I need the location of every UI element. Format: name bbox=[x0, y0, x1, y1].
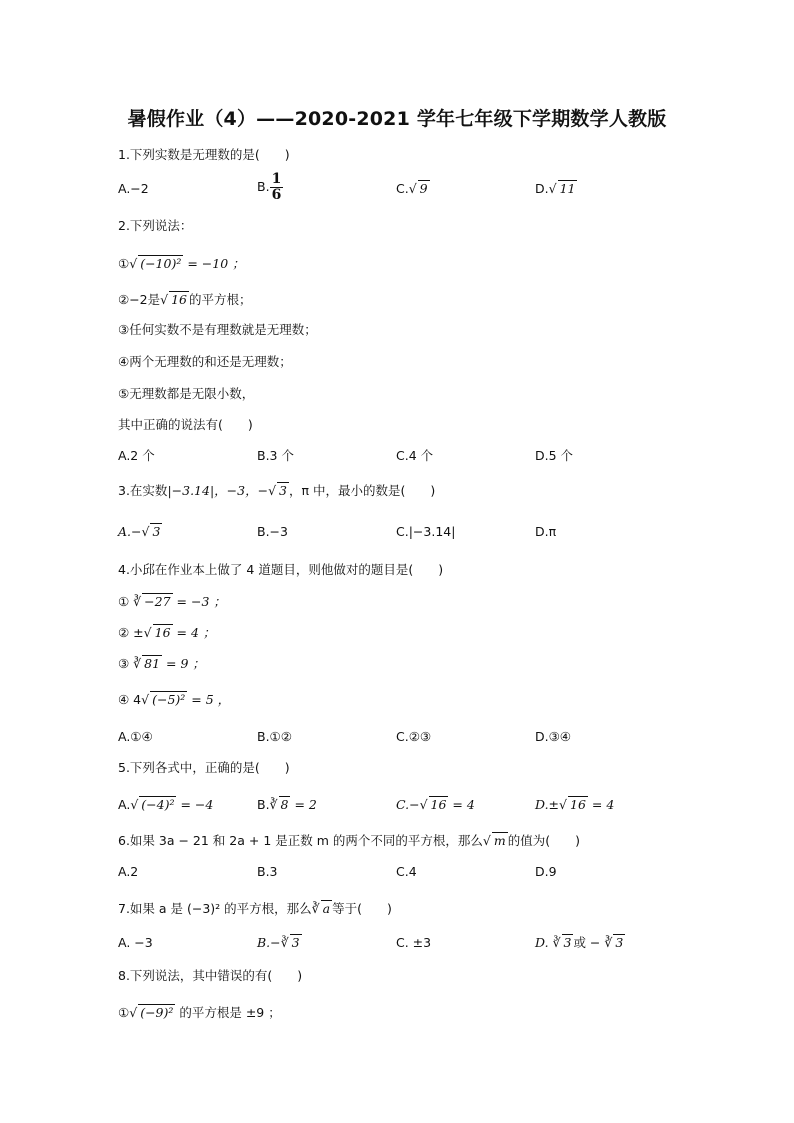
option-label: A. bbox=[118, 797, 131, 812]
q1-option-a: A.−2 bbox=[118, 181, 149, 196]
question-3-stem: 3.在实数|−3.14|，−3，−√ 3 ，π 中，最小的数是( ) bbox=[118, 483, 436, 498]
radicand: 3 bbox=[291, 935, 300, 950]
fraction bbox=[270, 172, 284, 203]
statement-marker: ① bbox=[118, 256, 130, 271]
q2-option-d: D.5 个 bbox=[535, 448, 574, 463]
radicand: −27 bbox=[144, 594, 171, 609]
q2-statement-3: ③任何实数不是有理数就是无理数； bbox=[118, 322, 317, 337]
q4-option-c: C.②③ bbox=[396, 729, 432, 744]
statement-text: 的平方根； bbox=[189, 292, 252, 307]
radicand: 81 bbox=[144, 656, 161, 671]
expression-rest: = 4 bbox=[587, 797, 615, 812]
q5-option-d: D.±√ 16 = 4 bbox=[535, 797, 615, 812]
q8-statement-1: ①√ (−9)² 的平方根是 ±9 ； bbox=[118, 1005, 281, 1020]
stem-text: ，π 中，最小的数是( ) bbox=[289, 483, 436, 498]
q2-option-a: A.2 个 bbox=[118, 448, 155, 463]
fraction-denominator: 6 bbox=[271, 187, 282, 203]
question-1-stem: 1.下列实数是无理数的是( ) bbox=[118, 147, 290, 162]
radicand: 3 bbox=[279, 483, 287, 498]
option-label: A.− bbox=[118, 524, 142, 539]
statement-prefix: ① ∛ bbox=[118, 594, 142, 609]
radicand: 8 bbox=[280, 797, 289, 812]
q1-option-d: D.√ 11 bbox=[535, 181, 576, 196]
radicand: a bbox=[322, 901, 331, 916]
radicand: 3 bbox=[615, 935, 624, 950]
expression-rest: = −4 bbox=[176, 797, 214, 812]
radicand: (−4)² bbox=[141, 797, 175, 812]
statement-prefix: ③ ∛ bbox=[118, 656, 142, 671]
radicand: 3 bbox=[563, 935, 572, 950]
q4-option-a: A.①④ bbox=[118, 729, 153, 744]
question-6-stem: 6.如果 3a − 21 和 2a + 1 是正数 m 的两个不同的平方根，那么√ m 的值为( ) bbox=[118, 833, 580, 848]
statement-marker: ① bbox=[118, 1005, 130, 1020]
statement-prefix: ④ 4 bbox=[118, 692, 142, 707]
q4-option-d: D.③④ bbox=[535, 729, 572, 744]
q4-statement-4: ④ 4√ (−5)² = 5 ， bbox=[118, 692, 231, 707]
fraction-numerator: 1 bbox=[271, 171, 282, 187]
q1-option-b bbox=[257, 172, 283, 203]
q3-option-c: C.|−3.14| bbox=[396, 524, 456, 539]
q1-option-b-label: B. bbox=[257, 179, 270, 194]
absolute-value: |−3.14| bbox=[167, 483, 215, 498]
q2-statement-4: ④两个无理数的和还是无理数； bbox=[118, 354, 292, 369]
radicand: 9 bbox=[419, 181, 428, 196]
option-label: D. ∛ bbox=[535, 935, 561, 950]
expression-rest: = 4 bbox=[448, 797, 475, 812]
radicand: m bbox=[493, 833, 506, 848]
radicand: (−10)² bbox=[140, 256, 182, 271]
radicand: (−5)² bbox=[152, 692, 186, 707]
q5-option-c: C.−√ 16 = 4 bbox=[396, 797, 475, 812]
radicand: 16 bbox=[154, 625, 171, 640]
q4-statement-2: ② ±√ 16 = 4 ； bbox=[118, 625, 216, 640]
radicand: 16 bbox=[171, 292, 188, 307]
q7-option-a: A. −3 bbox=[118, 935, 153, 950]
option-label: C.− bbox=[396, 797, 420, 812]
statement-text: 的平方根是 ±9 ； bbox=[175, 1005, 281, 1020]
statement-prefix: ② ± bbox=[118, 625, 144, 640]
expression-rest: = −3 ； bbox=[172, 594, 226, 609]
q3-option-b: B.−3 bbox=[257, 524, 288, 539]
stem-text: 等于( ) bbox=[332, 901, 392, 916]
q1-option-c-label: C. bbox=[396, 181, 409, 196]
q1-option-c: C.√ 9 bbox=[396, 181, 428, 196]
radicand: (−9)² bbox=[140, 1005, 174, 1020]
q7-option-b bbox=[257, 933, 302, 953]
q4-statement-1 bbox=[118, 592, 226, 612]
radicand: 16 bbox=[570, 797, 586, 812]
page-title: 暑假作业（4）——2020-2021 学年七年级下学期数学人教版 bbox=[127, 108, 667, 130]
q2-ask: 其中正确的说法有( ) bbox=[118, 417, 253, 432]
radicand: 16 bbox=[430, 797, 447, 812]
q7-option-d bbox=[535, 933, 625, 953]
expression-rest: = 2 bbox=[290, 797, 317, 812]
q2-statement-5: ⑤无理数都是无限小数， bbox=[118, 386, 255, 401]
stem-text: 7.如果 a 是 (−3)² 的平方根，那么∛ bbox=[118, 901, 320, 916]
q6-option-d: D.9 bbox=[535, 864, 557, 879]
q2-option-b: B.3 个 bbox=[257, 448, 294, 463]
question-7-stem bbox=[118, 899, 392, 919]
q5-option-a: A.√ (−4)² = −4 bbox=[118, 797, 214, 812]
stem-text: ，−3，− bbox=[214, 483, 269, 498]
stem-text: 6.如果 3a − 21 和 2a + 1 是正数 m 的两个不同的平方根，那么 bbox=[118, 833, 483, 848]
question-4-stem: 4.小邱在作业本上做了 4 道题目，则他做对的题目是( ) bbox=[118, 562, 444, 577]
q7-option-c: C. ±3 bbox=[396, 935, 432, 950]
statement-text: ②−2是 bbox=[118, 292, 161, 307]
expression-rest: = 5 ， bbox=[187, 692, 231, 707]
stem-text: 的值为( ) bbox=[507, 833, 580, 848]
question-2-stem: 2.下列说法： bbox=[118, 218, 193, 233]
expression-rest: = 4 ； bbox=[172, 625, 216, 640]
option-label: B.−∛ bbox=[257, 935, 289, 950]
radicand: 3 bbox=[152, 524, 161, 539]
radicand: 11 bbox=[559, 181, 576, 196]
q6-option-c: C.4 bbox=[396, 864, 417, 879]
q1-option-d-label: D. bbox=[535, 181, 549, 196]
q4-statement-3 bbox=[118, 654, 205, 674]
stem-text: 3.在实数 bbox=[118, 483, 168, 498]
q3-option-a: A.−√ 3 bbox=[118, 524, 161, 539]
option-label: D.± bbox=[535, 797, 560, 812]
q6-option-a: A.2 bbox=[118, 864, 139, 879]
q6-option-b: B.3 bbox=[257, 864, 278, 879]
q5-option-b bbox=[257, 795, 317, 815]
question-8-stem: 8.下列说法，其中错误的有( ) bbox=[118, 968, 303, 983]
expression-rest: = −10 ； bbox=[183, 256, 245, 271]
q2-option-c: C.4 个 bbox=[396, 448, 434, 463]
option-label: B.∛ bbox=[257, 797, 278, 812]
option-text: 或 − ∛ bbox=[573, 935, 613, 950]
q2-statement-2: ②−2是√ 16 的平方根； bbox=[118, 292, 252, 307]
expression-rest: = 9 ； bbox=[162, 656, 205, 671]
q4-option-b: B.①② bbox=[257, 729, 292, 744]
q2-statement-1: ①√ (−10)² = −10 ； bbox=[118, 256, 245, 271]
q3-option-d: D.π bbox=[535, 524, 557, 539]
question-5-stem: 5.下列各式中，正确的是( ) bbox=[118, 760, 290, 775]
